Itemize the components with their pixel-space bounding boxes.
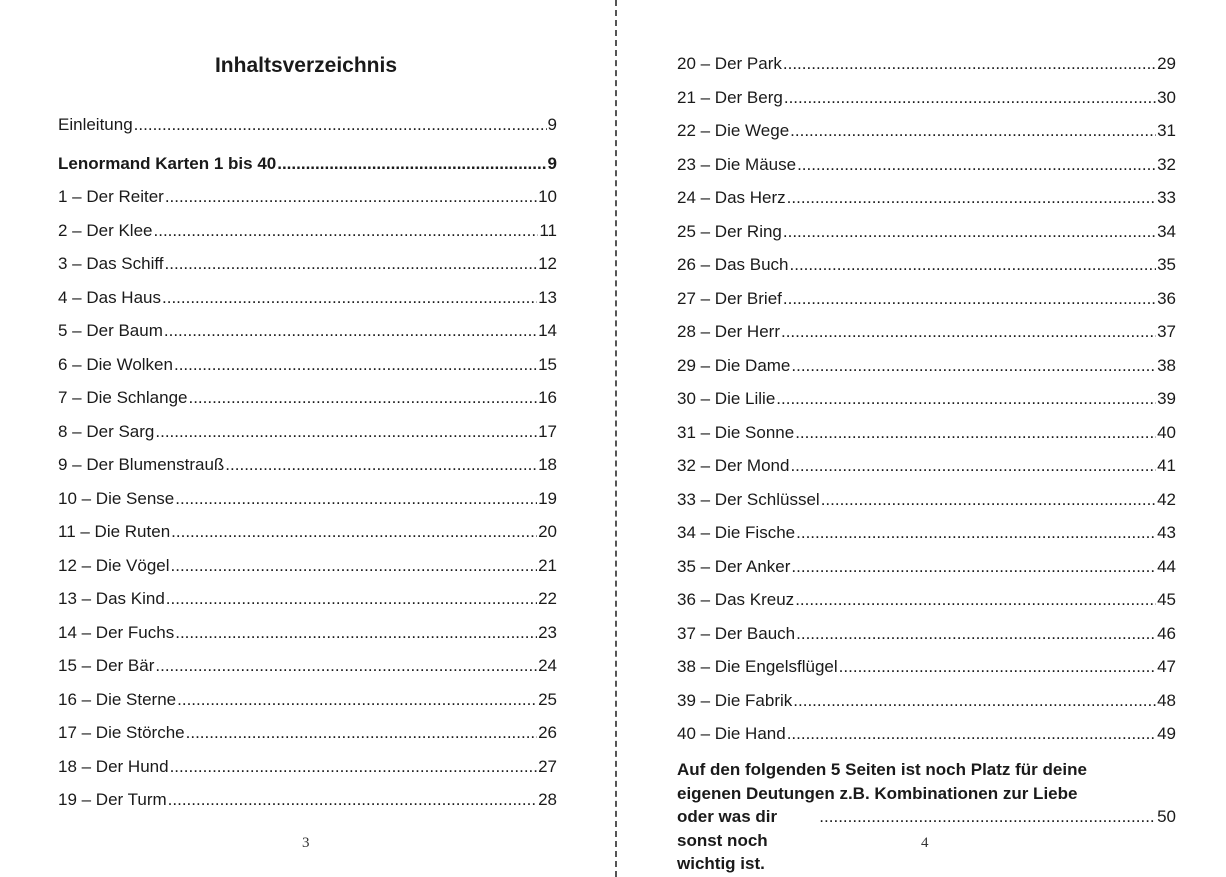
- leader-dots: [171, 518, 537, 546]
- toc-entry: [677, 151, 1176, 185]
- leader-dots: [776, 385, 1156, 413]
- leader-dots: [821, 486, 1156, 514]
- toc-entry: [677, 720, 1176, 754]
- toc-entry-label: 5 – Der Baum: [58, 321, 163, 340]
- toc-entry-label: 24 – Das Herz: [677, 188, 786, 207]
- toc-entry-label: 39 – Die Fabrik: [677, 690, 793, 710]
- toc-entry-page: 21: [538, 555, 557, 575]
- toc-entry-page: 15: [538, 354, 557, 374]
- toc-entry-label: 6 – Die Wolken: [58, 354, 173, 374]
- toc-entry-page: 44: [1157, 556, 1176, 576]
- toc-entry-page: 38: [1157, 355, 1176, 375]
- toc-entry-page: 19: [538, 488, 557, 508]
- toc-entry-label: 17 – Die Störche: [58, 723, 185, 742]
- toc-entry-page: 28: [538, 790, 557, 809]
- leader-dots: [168, 786, 537, 814]
- toc-entry-label: 9 – Der Blumenstrauß: [58, 455, 225, 474]
- leader-dots: [781, 318, 1156, 346]
- toc-entry-label: 30 – Die Lilie: [677, 389, 776, 408]
- leader-dots: [175, 485, 537, 513]
- toc-entry: [677, 486, 1176, 520]
- toc-entry-label: 26 – Das Buch: [677, 255, 789, 274]
- toc-entry-label: 18 – Der Hund: [58, 756, 169, 776]
- toc-entry-page: 23: [538, 622, 557, 642]
- toc-entry-page: 27: [538, 756, 557, 776]
- leader-dots: [175, 619, 537, 647]
- toc-entry-page: 39: [1157, 389, 1176, 408]
- toc-entry-page: 14: [538, 321, 557, 340]
- closing-line-1: Auf den folgenden 5 Seiten ist noch Platz für deine: [677, 760, 1087, 779]
- toc-entry-label: 7 – Die Schlange: [58, 388, 188, 407]
- toc-entry-page: 46: [1157, 623, 1176, 643]
- toc-entry: [58, 552, 557, 586]
- toc-entry-page: 42: [1157, 489, 1176, 509]
- toc-entry-label: 28 – Der Herr: [677, 322, 780, 341]
- toc-entry: [58, 183, 557, 217]
- toc-entry-label: 23 – Die Mäuse: [677, 154, 797, 174]
- toc-entry-label: 2 – Der Klee: [58, 220, 153, 240]
- toc-entry-label: 16 – Die Sterne: [58, 689, 177, 709]
- leader-dots: [791, 553, 1156, 581]
- toc-entry: [58, 250, 557, 284]
- toc-entry: [677, 452, 1176, 486]
- toc-entry-page: 20: [538, 522, 557, 541]
- toc-entry: [58, 686, 557, 720]
- toc-entry-page: 31: [1157, 121, 1176, 140]
- right-toc-list: [677, 50, 1176, 754]
- toc-entry-label: 1 – Der Reiter: [58, 187, 164, 206]
- toc-entry-label: 13 – Das Kind: [58, 589, 165, 608]
- toc-entry-page: 10: [538, 187, 557, 206]
- leader-dots: [171, 552, 538, 580]
- leader-dots: [790, 117, 1156, 145]
- toc-entry: [677, 184, 1176, 218]
- toc-entry-page: 25: [538, 689, 557, 709]
- toc-entry-label: 11 – Die Ruten: [58, 522, 171, 541]
- leader-dots: [177, 686, 537, 714]
- toc-entry: [677, 318, 1176, 352]
- leader-dots: [787, 720, 1156, 748]
- leader-dots: [188, 384, 537, 412]
- toc-entry-page: 9: [547, 153, 557, 173]
- toc-entry: [58, 518, 557, 552]
- leader-dots: [166, 585, 537, 613]
- toc-entry: [58, 753, 557, 787]
- closing-line-2: eigenen Deutungen z.B. Kombinationen zur Liebe: [677, 783, 1078, 803]
- toc-entry-page: 36: [1157, 288, 1176, 308]
- toc-entry-page: 29: [1157, 54, 1176, 73]
- toc-entry: [677, 653, 1176, 687]
- toc-entry: [677, 385, 1176, 419]
- toc-entry-label: 14 – Der Fuchs: [58, 622, 175, 642]
- leader-dots: [819, 805, 1155, 829]
- toc-entry-page: 30: [1157, 87, 1176, 107]
- toc-entry: [58, 284, 557, 318]
- toc-entry: [58, 619, 557, 653]
- toc-entry-label: 21 – Der Berg: [677, 87, 783, 107]
- toc-entry-label: 12 – Die Vögel: [58, 555, 170, 575]
- toc-entry: [58, 351, 557, 385]
- page-number-right: 4: [921, 835, 929, 851]
- toc-entry-page: 11: [539, 220, 557, 240]
- toc-entry-label: 29 – Die Dame: [677, 355, 791, 375]
- leader-dots: [225, 451, 537, 479]
- toc-entry: [677, 687, 1176, 721]
- toc-entry-page: 16: [538, 388, 557, 407]
- toc-entry-page: 18: [538, 455, 557, 474]
- toc-entry-label: 20 – Der Park: [677, 54, 782, 73]
- toc-entry: [677, 84, 1176, 118]
- toc-entry: [58, 451, 557, 485]
- leader-dots: [277, 150, 546, 178]
- leader-dots: [134, 111, 547, 139]
- closing-page-number: 50: [1157, 807, 1176, 826]
- leader-dots: [783, 218, 1156, 246]
- toc-entry-label: 27 – Der Brief: [677, 288, 782, 308]
- toc-entry-label: 22 – Die Wege: [677, 121, 790, 140]
- toc-entry: [677, 553, 1176, 587]
- leader-dots: [839, 653, 1156, 681]
- toc-entry-label: 8 – Der Sarg: [58, 421, 155, 441]
- toc-entry: [58, 719, 557, 753]
- leader-dots: [155, 652, 537, 680]
- toc-entry-page: 13: [538, 287, 557, 307]
- toc-entry: [58, 418, 557, 452]
- toc-entry-label: 34 – Die Fische: [677, 523, 796, 542]
- toc-entry-page: 43: [1157, 523, 1176, 542]
- leader-dots: [186, 719, 537, 747]
- leader-dots: [155, 418, 537, 446]
- toc-entry-label: 3 – Das Schiff: [58, 254, 164, 273]
- toc-entry-label: 35 – Der Anker: [677, 556, 791, 576]
- toc-entry-page: 26: [538, 723, 557, 742]
- leader-dots: [154, 217, 539, 245]
- toc-entry-label: 19 – Der Turm: [58, 790, 167, 809]
- toc-entry: [58, 585, 557, 619]
- leader-dots: [164, 317, 537, 345]
- toc-entry: [58, 150, 557, 184]
- toc-entry-label: 37 – Der Bauch: [677, 623, 796, 643]
- leader-dots: [787, 184, 1156, 212]
- leader-dots: [793, 687, 1156, 715]
- page-number-left: 3: [302, 835, 310, 851]
- toc-entry-label: 40 – Die Hand: [677, 724, 786, 743]
- leader-dots: [797, 151, 1156, 179]
- toc-entry-page: 12: [538, 254, 557, 273]
- leader-dots: [790, 452, 1156, 480]
- toc-entry-label: 25 – Der Ring: [677, 221, 782, 241]
- toc-entry-page: 34: [1157, 221, 1176, 241]
- toc-entry-label: 32 – Der Mond: [677, 456, 790, 475]
- toc-entry: [677, 352, 1176, 386]
- toc-entry-page: 47: [1157, 657, 1176, 676]
- toc-entry: [58, 217, 557, 251]
- page-divider: [615, 0, 617, 877]
- leader-dots: [783, 285, 1156, 313]
- leader-dots: [165, 183, 537, 211]
- toc-entry-label: 31 – Die Sonne: [677, 422, 795, 442]
- leader-dots: [784, 84, 1156, 112]
- toc-entry-label: 33 – Der Schlüssel: [677, 489, 820, 509]
- leader-dots: [162, 284, 537, 312]
- toc-entry-page: 9: [547, 115, 557, 134]
- toc-entry-page: 17: [538, 421, 557, 441]
- toc-entry: [677, 251, 1176, 285]
- toc-entry-page: 40: [1157, 422, 1176, 442]
- toc-entry-label: 36 – Das Kreuz: [677, 590, 795, 609]
- toc-entry-page: 37: [1157, 322, 1176, 341]
- toc-entry-page: 48: [1157, 690, 1176, 710]
- toc-entry: [58, 652, 557, 686]
- toc-entry-label: 38 – Die Engelsflügel: [677, 657, 838, 676]
- toc-entry-page: 45: [1157, 590, 1176, 609]
- leader-dots: [170, 753, 538, 781]
- toc-entry: [58, 317, 557, 351]
- toc-entry: [677, 50, 1176, 84]
- leader-dots: [165, 250, 538, 278]
- closing-note: [677, 758, 1176, 876]
- toc-entry-page: 35: [1157, 255, 1176, 274]
- toc-entry-label: 15 – Der Bär: [58, 656, 155, 675]
- toc-entry: [58, 384, 557, 418]
- leader-dots: [796, 519, 1156, 547]
- leader-dots: [795, 419, 1156, 447]
- toc-entry: [58, 485, 557, 519]
- toc-entry: [677, 620, 1176, 654]
- toc-entry-label: Einleitung: [58, 115, 133, 134]
- toc-entry-page: 41: [1157, 456, 1176, 475]
- toc-entry: [677, 117, 1176, 151]
- toc-entry-label: 10 – Die Sense: [58, 488, 175, 508]
- toc-entry: [58, 786, 557, 820]
- toc-entry: [677, 586, 1176, 620]
- toc-entry: [677, 519, 1176, 553]
- toc-entry-page: 32: [1157, 154, 1176, 174]
- leader-dots: [783, 50, 1156, 78]
- toc-entry-page: 49: [1157, 724, 1176, 743]
- toc-title: Inhaltsverzeichnis: [214, 54, 398, 77]
- toc-entry-page: 33: [1157, 188, 1176, 207]
- toc-entry: [677, 419, 1176, 453]
- leader-dots: [174, 351, 537, 379]
- left-toc-list: [58, 111, 557, 820]
- toc-entry: [677, 285, 1176, 319]
- toc-entry: [58, 111, 557, 145]
- leader-dots: [795, 586, 1156, 614]
- toc-entry-label: 4 – Das Haus: [58, 287, 161, 307]
- closing-line-3: oder was dir sonst noch wichtig ist.: [677, 807, 778, 873]
- leader-dots: [791, 352, 1156, 380]
- toc-entry-page: 24: [538, 656, 557, 675]
- leader-dots: [790, 251, 1157, 279]
- toc-entry-label: Lenormand Karten 1 bis 40: [58, 153, 277, 173]
- toc-entry-page: 22: [538, 589, 557, 608]
- leader-dots: [796, 620, 1156, 648]
- toc-entry: [677, 218, 1176, 252]
